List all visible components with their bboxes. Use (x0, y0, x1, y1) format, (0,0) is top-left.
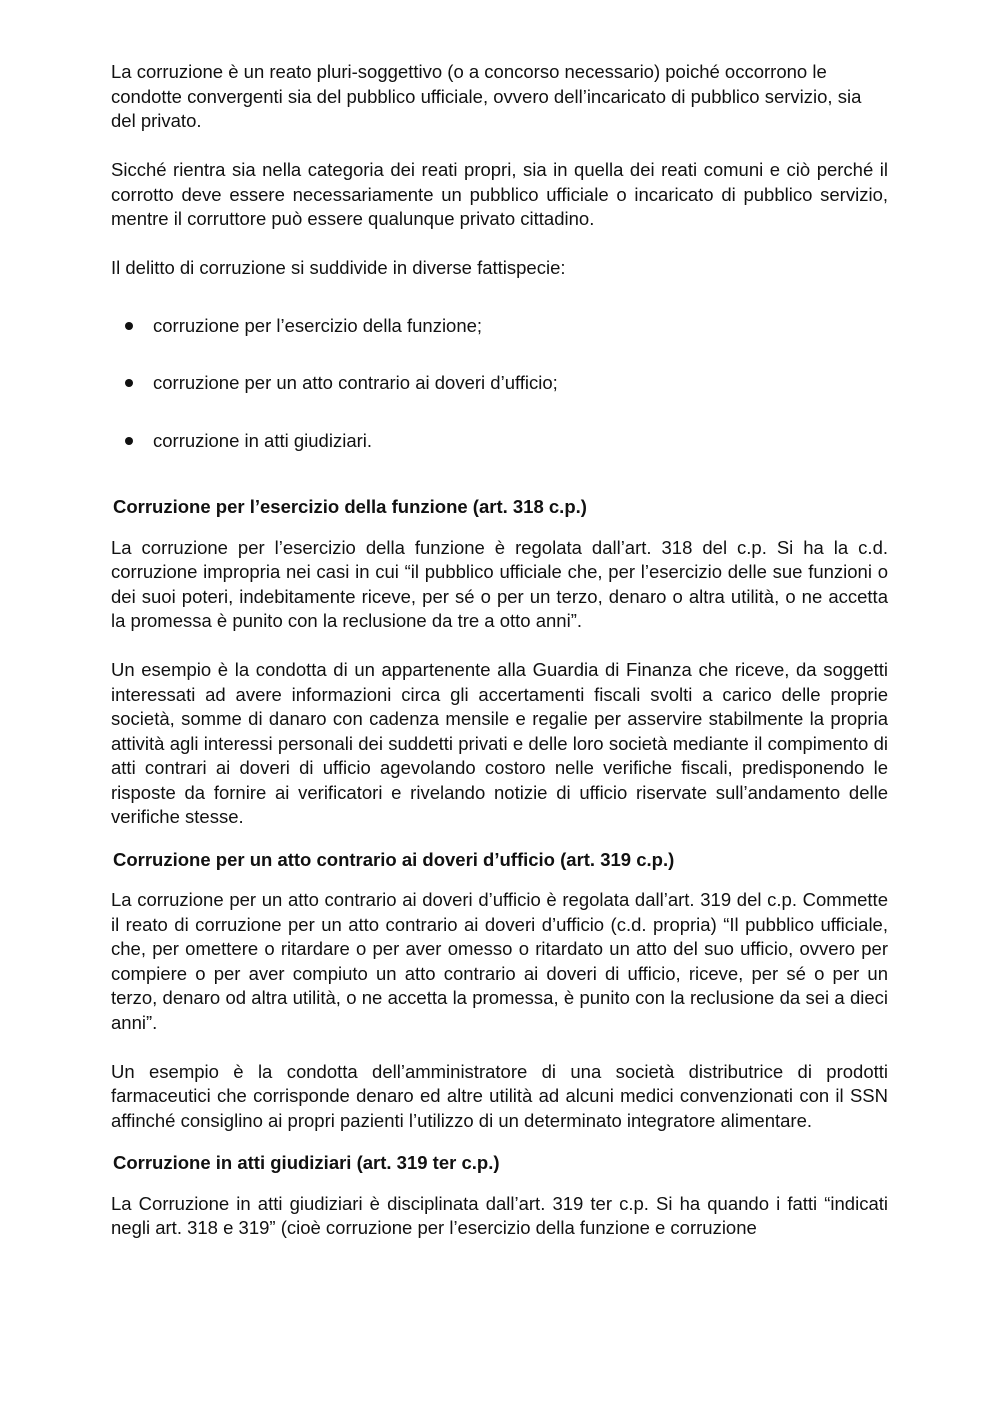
list-item-text: corruzione per un atto contrario ai doveri d’ufficio; (153, 372, 558, 393)
list-item-text: corruzione in atti giudiziari. (153, 429, 373, 451)
offence-types-list (111, 314, 888, 454)
list-item (111, 314, 888, 339)
section-319-ter-paragraph-1: La Corruzione in atti giudiziari è disciplinata dall’art. 319 ter c.p. Si ha quando i fatti “indicati negli art. 318 e 319” (cioè corruzione per l’esercizio della funzione e corruzione (111, 1192, 888, 1238)
document-page (111, 60, 888, 1241)
section-heading-art-319: Corruzione per un atto contrario ai doveri d’ufficio (art. 319 c.p.) (113, 848, 675, 870)
list-item-text: corruzione per l’esercizio della funzione; (153, 314, 483, 336)
section-318-paragraph-1: La corruzione per l’esercizio della funzione è regolata dall’art. 318 del c.p. Si ha la c.d. corruzione impropria nei casi in cui “il pubblico ufficiale che, per l’esercizio delle sue funzioni o dei suoi poteri, indebitamente riceve, per sé o per un terzo, denaro o altra utilità, o ne accetta la promessa è punito con la reclusione da tre a otto anni”. (111, 536, 888, 631)
intro-paragraph-2: Sicché rientra sia nella categoria dei reati propri, sia in quella dei reati comuni e ciò perché il corrotto deve essere necessariamente un pubblico ufficiale o incaricato di pubblico servizio, mentre il corruttore può essere qualunque privato cittadino. (111, 159, 888, 229)
intro-paragraph-1: La corruzione è un reato pluri-soggettivo (o a concorso necessario) poiché occorrono le condotte convergenti sia del pubblico ufficiale, ovvero dell’incaricato di pubblico servizio, sia del privato. (111, 61, 862, 131)
intro-paragraph-3: Il delitto di corruzione si suddivide in diverse fattispecie: (111, 257, 566, 278)
bullet-icon (125, 379, 133, 387)
bullet-icon (125, 437, 133, 445)
list-item (111, 371, 888, 396)
section-heading-art-318: Corruzione per l’esercizio della funzione (art. 318 c.p.) (113, 496, 587, 517)
section-heading-art-319-ter: Corruzione in atti giudiziari (art. 319 ter c.p.) (113, 1152, 500, 1173)
section-318-paragraph-2: Un esempio è la condotta di un appartenente alla Guardia di Finanza che riceve, da soggetti interessati ad avere informazioni circa gli accertamenti fiscali svolti a carico delle proprie società, somme di danaro con cadenza mensile e regalie per asservire stabilmente la propria attività agli interessi personali dei suddetti privati e delle loro società mediante il compimento di atti contrari ai doveri di ufficio agevolando costoro nelle verifiche fiscali, predisponendo le risposte da fornire ai verificatori e rivelando notizie di ufficio riservate sull’andamento delle verifiche stesse. (111, 659, 888, 827)
bullet-icon (125, 322, 133, 330)
section-319-paragraph-2: Un esempio è la condotta dell’amministratore di una società distributrice di prodotti farmaceutici che corrisponde denaro ed altre utilità ad alcuni medici convenzionati con il SSN affinché consiglino ai propri pazienti l’utilizzo di un determinato integratore alimentare. (111, 1060, 888, 1131)
section-319-paragraph-1: La corruzione per un atto contrario ai doveri d’ufficio è regolata dall’art. 319 del c.p. Commette il reato di corruzione per un atto contrario ai doveri d’ufficio (c.d. propria) “Il pubblico ufficiale, che, per omettere o ritardare o per aver omesso o ritardato un atto del suo ufficio, ovvero per compiere o per aver compiuto un atto contrario ai doveri di ufficio, riceve, per sé o per un terzo, denaro od altra utilità, o ne accetta la promessa, è punito con la reclusione da sei a dieci anni”. (111, 889, 888, 1033)
list-item (111, 429, 888, 454)
